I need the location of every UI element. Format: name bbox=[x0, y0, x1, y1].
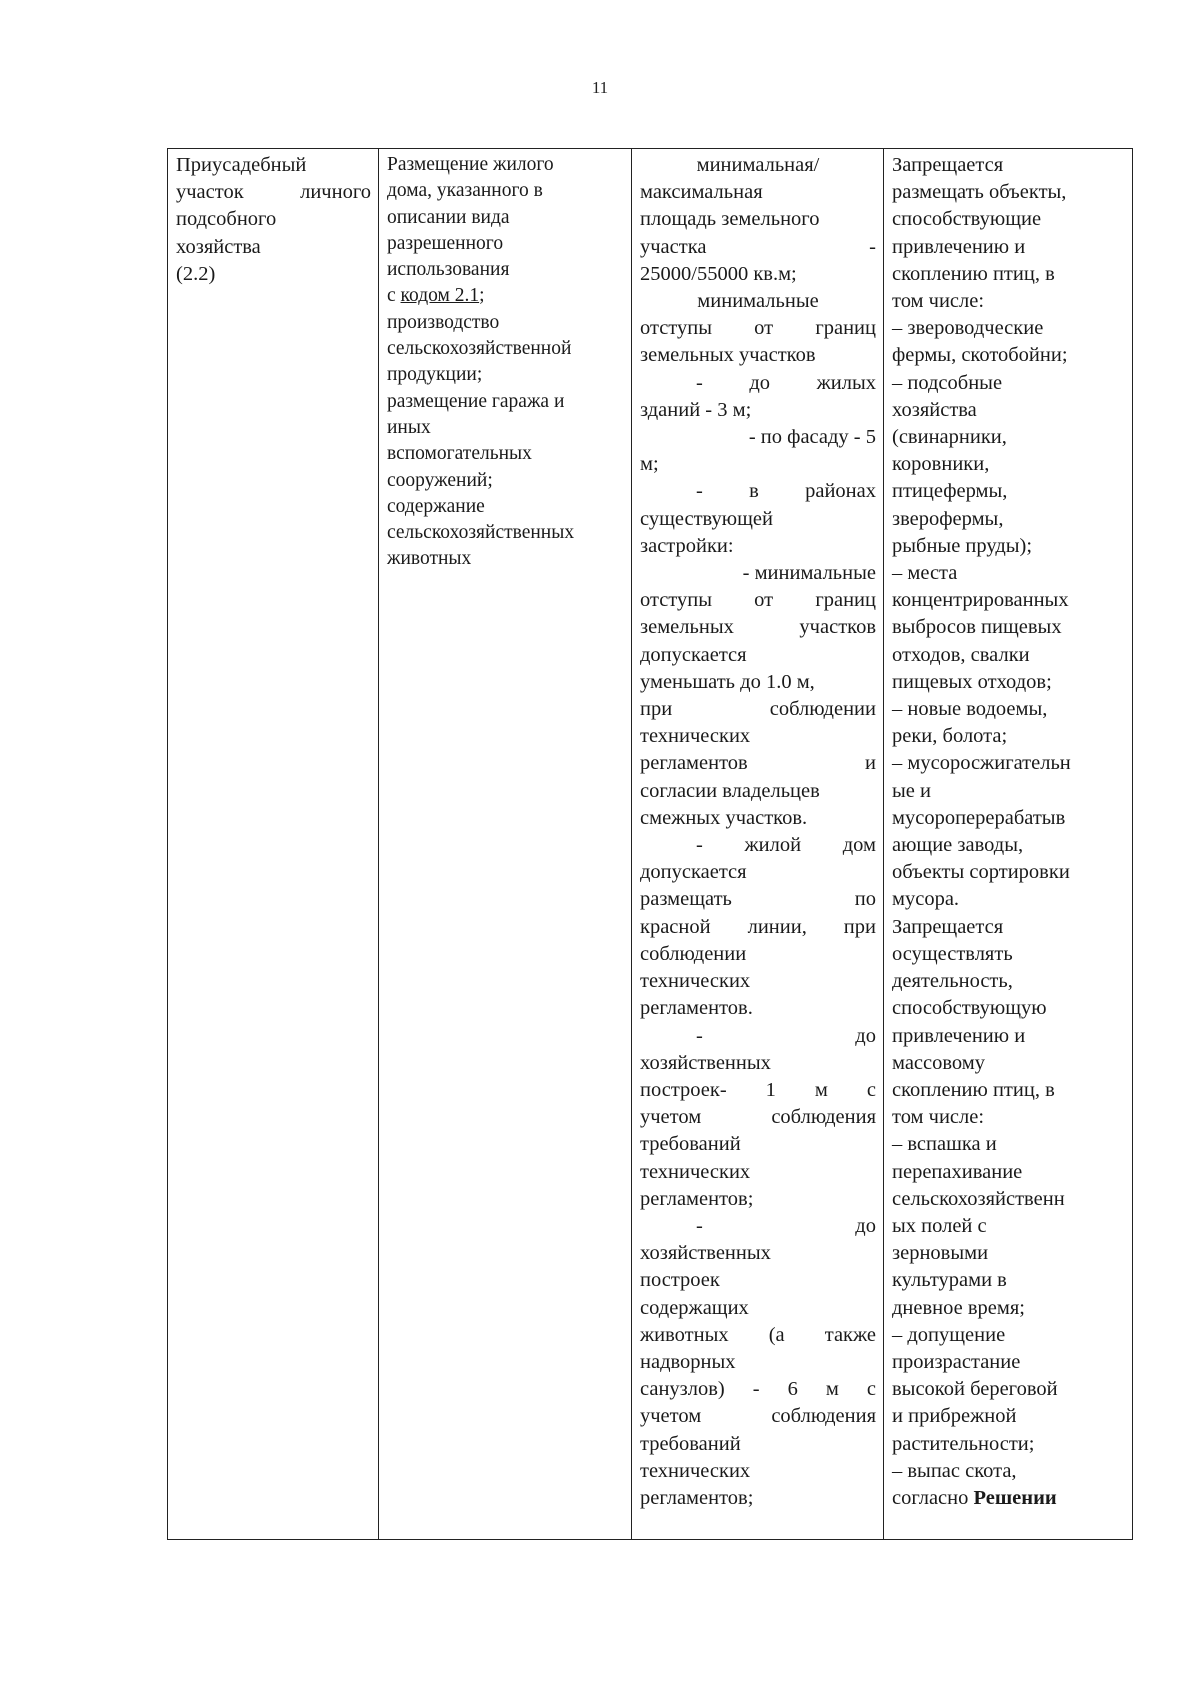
text-line: мусороперерабатыв bbox=[892, 806, 1066, 829]
text-line: надворных bbox=[640, 1350, 736, 1373]
text-line: разрешенного bbox=[387, 232, 504, 254]
text-line: технических bbox=[640, 725, 751, 748]
text-line: земельных участков bbox=[640, 616, 876, 639]
text-line: размещать по bbox=[640, 888, 876, 911]
text-line: требований bbox=[640, 1133, 741, 1156]
text-line: - до жилых bbox=[696, 371, 876, 394]
table-row bbox=[168, 149, 1133, 1540]
text-line: Размещение жилого bbox=[387, 154, 554, 175]
text-line: привлечению и bbox=[892, 235, 1026, 258]
text-line: красной линии, при bbox=[640, 915, 876, 938]
text-line: отступы от границ bbox=[640, 317, 876, 340]
text-line: животных bbox=[387, 548, 472, 570]
text-line: – выпас скота, bbox=[892, 1459, 1017, 1482]
text-line: вспомогательных bbox=[387, 443, 532, 465]
text-line: сельскохозяйственной bbox=[387, 338, 572, 360]
text-line: сельскохозяйственных bbox=[387, 522, 575, 544]
text-line: участок личного bbox=[176, 181, 371, 204]
text-line: учетом соблюдения bbox=[640, 1106, 876, 1129]
text-line: земельных участков bbox=[640, 344, 816, 367]
text-line: учетом соблюдения bbox=[640, 1405, 876, 1428]
text-line: допускается bbox=[640, 643, 747, 666]
code-2-1-link[interactable]: кодом 2.1 bbox=[400, 285, 480, 307]
text-line: деятельность, bbox=[892, 970, 1013, 993]
text-line: 25000/55000 кв.м; bbox=[640, 262, 797, 285]
text-line: - в районах bbox=[696, 480, 876, 503]
text-line: - по фасаду - 5 bbox=[748, 426, 876, 449]
text-line: произрастание bbox=[892, 1350, 1021, 1373]
text-line: и прибрежной bbox=[892, 1405, 1017, 1428]
text-line: зерновыми bbox=[892, 1242, 989, 1265]
restrictions-cell bbox=[884, 149, 1133, 1540]
text-line: высокой береговой bbox=[892, 1378, 1058, 1401]
text-line: подсобного bbox=[176, 208, 277, 231]
text-line: уменьшать до 1.0 м, bbox=[640, 670, 815, 693]
text-line: животных (а также bbox=[640, 1323, 876, 1346]
decision-word: Решении bbox=[973, 1486, 1057, 1509]
text-line: минимальные bbox=[697, 290, 819, 313]
permitted-use-description-cell bbox=[379, 149, 632, 1540]
text-line: хозяйства bbox=[892, 398, 977, 421]
text-line: зверофермы, bbox=[892, 507, 1004, 530]
text-line: ые и bbox=[892, 779, 931, 802]
text-line: привлечению и bbox=[892, 1024, 1026, 1047]
text-line: производство bbox=[387, 311, 500, 333]
text-line: пищевых отходов; bbox=[892, 670, 1052, 693]
text-line: ающие заводы, bbox=[892, 834, 1024, 857]
decision-reference-line bbox=[892, 1485, 1125, 1512]
text-line: регламентов и bbox=[640, 752, 876, 775]
text-line: регламентов; bbox=[640, 1486, 754, 1509]
text-line: концентрированных bbox=[892, 589, 1069, 612]
text-line: - до bbox=[696, 1214, 876, 1237]
text-line: сельскохозяйственн bbox=[892, 1187, 1065, 1210]
text-line: - минимальные bbox=[742, 562, 876, 585]
text-line: отступы от границ bbox=[640, 589, 876, 612]
text-line: – допущение bbox=[892, 1323, 1006, 1346]
text-line: ых полей с bbox=[892, 1214, 987, 1237]
text-line: Запрещается bbox=[892, 154, 1004, 176]
text-line: - до bbox=[696, 1024, 876, 1047]
text-line: мусора. bbox=[892, 888, 960, 911]
construction-parameters-cell bbox=[632, 149, 884, 1540]
text-line: Запрещается bbox=[892, 915, 1004, 938]
text-line: при соблюдении bbox=[640, 698, 876, 721]
text-line: существующей bbox=[640, 507, 773, 530]
text-line: хозяйственных bbox=[640, 1051, 771, 1074]
page-number: 11 bbox=[591, 78, 609, 97]
text-line: массовому bbox=[892, 1051, 986, 1074]
text-line: том числе: bbox=[892, 290, 985, 313]
text-line: – новые водоемы, bbox=[892, 698, 1048, 721]
text-line: иных bbox=[387, 416, 431, 438]
code-suffix: ; bbox=[479, 285, 485, 307]
text-line: м; bbox=[640, 453, 659, 476]
text-line: допускается bbox=[640, 861, 747, 884]
text-line: – звероводческие bbox=[892, 317, 1044, 340]
text-line: рыбные пруды); bbox=[892, 534, 1033, 557]
text-line: санузлов) - 6 м с bbox=[640, 1378, 876, 1401]
text-line: растительности; bbox=[892, 1432, 1035, 1455]
text-line: – подсобные bbox=[892, 371, 1003, 394]
text-line: осуществлять bbox=[892, 942, 1013, 965]
text-line: способствующую bbox=[892, 997, 1047, 1020]
text-line: размещение гаража и bbox=[387, 390, 565, 412]
text-line: способствующие bbox=[892, 208, 1042, 231]
text-line: – места bbox=[892, 562, 958, 585]
text-line: скоплению птиц, в bbox=[892, 1078, 1055, 1101]
text-line: соблюдении bbox=[640, 942, 747, 965]
text-line: птицефермы, bbox=[892, 480, 1008, 503]
text-line: согласии владельцев bbox=[640, 779, 820, 802]
text-line: том числе: bbox=[892, 1106, 985, 1129]
text-line: технических bbox=[640, 1160, 751, 1183]
land-use-code: (2.2) bbox=[176, 262, 216, 285]
text-line: регламентов. bbox=[640, 997, 753, 1020]
text-line: содержание bbox=[387, 495, 485, 517]
text-line: коровники, bbox=[892, 453, 990, 476]
text-line: реки, болота; bbox=[892, 725, 1008, 748]
text-line: минимальная/ bbox=[696, 154, 820, 176]
text-line: смежных участков. bbox=[640, 806, 808, 829]
text-line: дневное время; bbox=[892, 1296, 1025, 1319]
text-line: хозяйства bbox=[176, 235, 261, 258]
text-line: регламентов; bbox=[640, 1187, 754, 1210]
text-line: продукции; bbox=[387, 364, 483, 386]
text-line: построек bbox=[640, 1269, 720, 1292]
code-prefix: с bbox=[387, 285, 401, 307]
land-use-type-cell bbox=[168, 149, 379, 1540]
text-line: - жилой дом bbox=[696, 834, 876, 857]
text-line: использования bbox=[387, 259, 510, 281]
text-line: требований bbox=[640, 1432, 741, 1455]
text-line: описании вида bbox=[387, 206, 510, 228]
text-line: размещать объекты, bbox=[892, 181, 1067, 204]
code-reference-line bbox=[387, 283, 624, 309]
zoning-regulations-table bbox=[167, 148, 1133, 1540]
text-line: зданий - 3 м; bbox=[640, 398, 752, 421]
text-line: содержащих bbox=[640, 1296, 749, 1319]
text-line: площадь земельного bbox=[640, 208, 820, 231]
text-line: – мусоросжигательн bbox=[892, 752, 1071, 775]
text-line: застройки: bbox=[640, 534, 734, 557]
text-line: отходов, свалки bbox=[892, 643, 1030, 666]
text-line: дома, указанного в bbox=[387, 180, 543, 202]
text-line: культурами в bbox=[892, 1269, 1007, 1292]
text-line: максимальная bbox=[640, 181, 763, 204]
text-line: хозяйственных bbox=[640, 1242, 771, 1265]
text-line: (свинарники, bbox=[892, 426, 1007, 449]
decision-prefix: согласно bbox=[892, 1486, 974, 1509]
text-line: перепахивание bbox=[892, 1160, 1023, 1183]
text-line: объекты сортировки bbox=[892, 861, 1070, 884]
text-line: – вспашка и bbox=[892, 1133, 997, 1156]
text-line: фермы, скотобойни; bbox=[892, 344, 1068, 367]
text-line: выбросов пищевых bbox=[892, 616, 1062, 639]
text-line: сооружений; bbox=[387, 469, 493, 491]
text-line: Приусадебный bbox=[176, 154, 307, 176]
text-line: скоплению птиц, в bbox=[892, 262, 1055, 285]
text-line: технических bbox=[640, 1459, 751, 1482]
text-line: технических bbox=[640, 970, 751, 993]
text-line: построек- 1 м с bbox=[640, 1078, 876, 1101]
text-line: участка - bbox=[640, 235, 876, 258]
